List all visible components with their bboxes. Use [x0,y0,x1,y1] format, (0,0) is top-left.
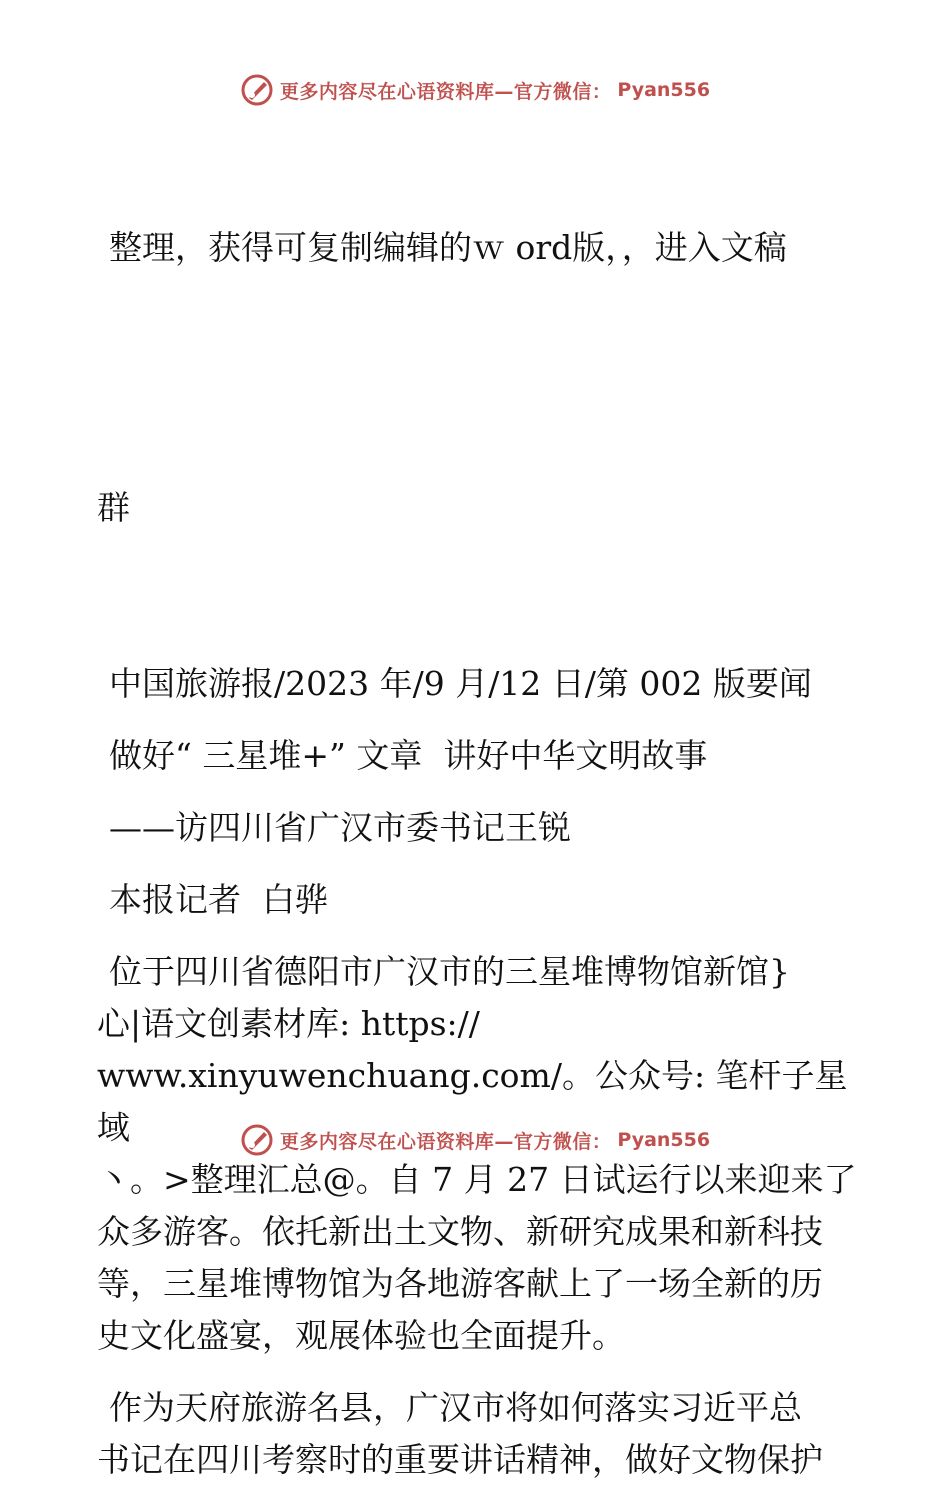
header-watermark [0,70,950,110]
intro-line-2: 群 [97,488,130,527]
article-headline: 做好“ 三星堆+” 文章 讲好中华文明故事 [109,736,708,775]
para2-line-2: 书记在四川考察时的重要讲话精神，做好文物保护 [97,1440,823,1479]
article-subtitle: ——访四川省广汉市委书记王锐 [109,808,571,847]
watermark-text: 更多内容尽在心语资料库—官方微信： [279,80,612,103]
document-body [97,118,857,1486]
watermark-text: 更多内容尽在心语资料库—官方微信： [279,1130,612,1153]
para2-line-1: 作为天府旅游名县，广汉市将如何落实习近平总 [109,1388,802,1427]
para1-line-7: 史文化盛宴，观展体验也全面提升。 [97,1316,625,1355]
quill-seal-icon [240,1123,274,1157]
para1-line-6: 等，三星堆博物馆为各地游客献上了一场全新的历 [97,1264,823,1303]
watermark-account: Pyan556 [617,1129,711,1151]
para1-line-5: 众多游客。依托新出土文物、新研究成果和新科技 [97,1212,823,1251]
intro-paragraph-cont [97,378,857,638]
watermark-account: Pyan556 [617,79,711,101]
article-byline: 本报记者 白骅 [109,880,328,919]
para1-line-2: 心|语文创素材库: https:// [97,1004,480,1043]
intro-line-1: 整理，获得可复制编辑的ｗ ord版，，进入文稿 [109,228,787,267]
quill-seal-icon [240,73,274,107]
footer-watermark [0,1120,950,1160]
para1-line-1: 位于四川省德阳市广汉市的三星堆博物馆新馆} [109,952,790,991]
source-line: 中国旅游报/2023 年/9 月/12 日/第 002 版要闻 [109,664,812,703]
para1-line-4: 丶。>整理汇总@。自 7 月 27 日试运行以来迎来了 [97,1160,857,1199]
intro-paragraph [97,118,857,378]
para1-line-3: www.xinyuwenchuang.com/。公众号: 笔杆子星域 [97,1056,848,1147]
body-paragraph-2 [97,1382,857,1486]
